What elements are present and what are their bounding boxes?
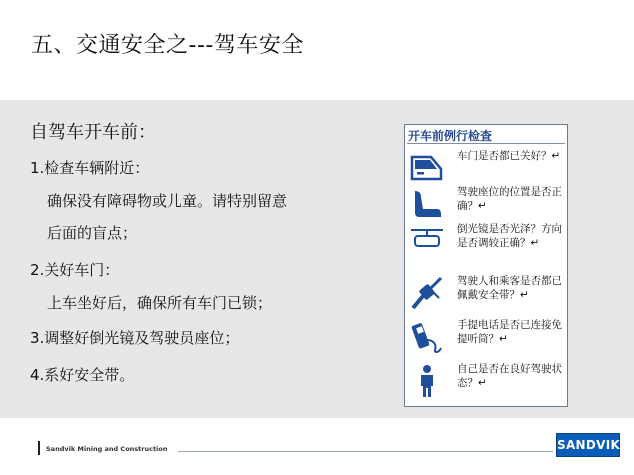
checklist-item-text: 驾驶人和乘客是否都已佩戴安全带？↵ — [457, 275, 562, 301]
rearview-mirror-icon — [409, 224, 445, 258]
step-2-heading: 2.关好车门： — [30, 261, 120, 279]
step-4: 4.系好安全带。 — [30, 366, 135, 384]
slide-title: 五、交通安全之---驾车安全 — [31, 33, 304, 58]
car-seat-icon — [409, 187, 445, 221]
checklist-divider — [407, 143, 565, 144]
person-icon — [409, 364, 445, 398]
step-1-detail-a: 确保没有障碍物或儿童。请特别留意 — [47, 192, 288, 210]
section-heading: 自驾车开车前： — [30, 122, 156, 143]
checklist-item-text: 自己是否在良好驾驶状态？↵ — [457, 363, 562, 389]
checklist-item-text: 车门是否都已关好？↵ — [457, 150, 561, 162]
step-3: 3.调整好倒光镜及驾驶员座位； — [30, 329, 240, 347]
sandvik-logo: SANDVIK — [556, 433, 620, 457]
pre-drive-checklist — [404, 124, 568, 407]
car-door-icon — [409, 151, 445, 185]
step-2-detail: 上车坐好后，确保所有车门已锁； — [47, 294, 273, 312]
step-1-heading: 1.检查车辆附近： — [30, 159, 150, 177]
checklist-title: 开车前例行检查 — [408, 129, 493, 143]
footer-company: Sandvik Mining and Construction — [46, 445, 168, 453]
checklist-item-text: 驾驶座位的位置是否正确？↵ — [457, 186, 562, 212]
checklist-item-text: 倒光镜是否光泽？方向是否调较正确？↵ — [457, 223, 562, 249]
seatbelt-buckle-icon — [409, 276, 445, 310]
footer-divider-bar — [38, 441, 40, 455]
footer-rule — [178, 451, 553, 452]
mobile-phone-icon — [409, 320, 445, 354]
step-1-detail-b: 后面的盲点； — [47, 224, 138, 242]
checklist-item-text: 手提电话是否已连接免提听筒？↵ — [457, 319, 562, 345]
